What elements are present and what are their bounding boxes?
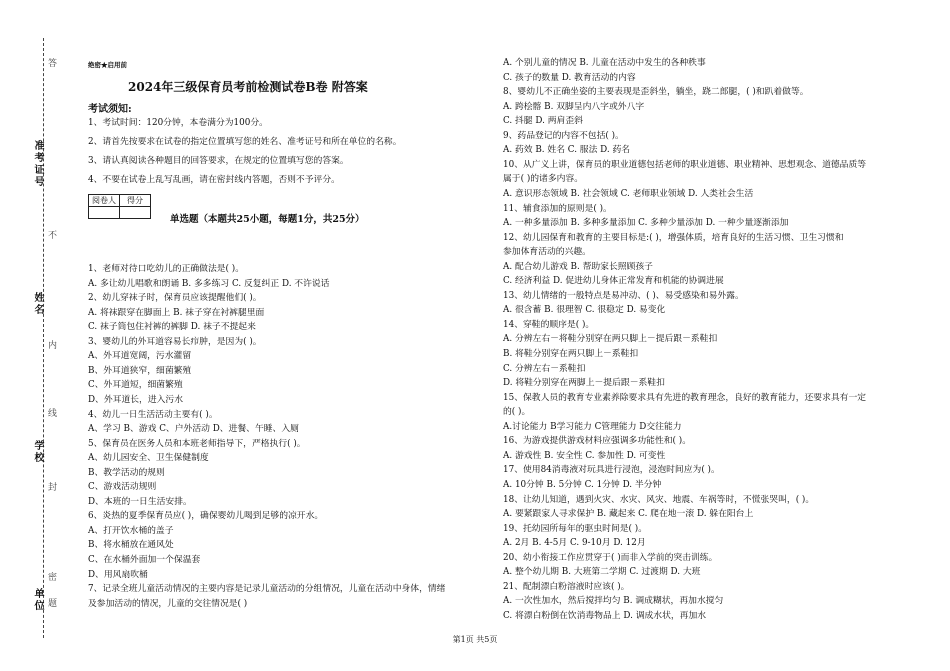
question-line: A. 一种多量添加 B. 多种多量添加 C. 多种少量添加 D. 一种少量逐渐添加: [503, 218, 789, 229]
question-line: A. 药效 B. 姓名 C. 服法 D. 药名: [503, 145, 631, 156]
exam-id-label: 准考证号: [32, 140, 43, 188]
question-line: 8、婴幼儿不正确坐姿的主要表现是歪斜坐，躺坐，跷二郎腿，( )和趴着做等。: [503, 87, 809, 98]
question-line: C. 袜子筒包住衬裤的裤脚 D. 袜子不提起来: [88, 322, 256, 333]
section-title: 单选题（本题共25小题，每题1分，共25分）: [170, 214, 365, 225]
question-line: 14、穿鞋的顺序是( )。: [503, 319, 595, 330]
notice-item: 1、考试时间：120分钟，本卷满分为100分。: [88, 118, 268, 128]
page-footer: 第1页 共5页: [452, 635, 498, 644]
question-line: 11、辅食添加的原则是( )。: [503, 203, 612, 214]
question-line: A. 要紧跟家人寻求保护 B. 藏起来 C. 爬在地一滚 D. 躲在阳台上: [503, 509, 754, 520]
score-table: [88, 194, 151, 219]
question-line: 15、保教人员的教育专业素养除要求具有先进的教育理念，良好的教育能力，还要求具有一定: [503, 392, 867, 403]
question-line: B. 将鞋分别穿在两只脚上－系鞋扣: [503, 349, 639, 359]
question-line: D. 将鞋分别穿在两脚上－提后跟－系鞋扣: [503, 378, 665, 389]
unit-label: 单位: [32, 588, 43, 612]
question-line: D、外耳道长，进入污水: [88, 394, 184, 405]
seal-mark: 封: [46, 482, 56, 491]
name-label: 姓名: [32, 292, 43, 316]
question-line: A.讨论能力 B学习能力 C管理能力 D交往能力: [503, 421, 682, 432]
question-line: A. 分辨左右－将鞋分别穿在两只脚上－提后跟－系鞋扣: [503, 334, 718, 345]
question-line: A、幼儿园安全、卫生保健制度: [88, 453, 209, 464]
question-line: 6、炎热的夏季保育员应( )，确保婴幼儿喝到足够的凉开水。: [88, 511, 324, 522]
binding-sidebar: [0, 0, 60, 671]
question-line: 2、幼儿穿袜子时，保育员应该提醒他们( )。: [88, 293, 262, 304]
notice-item: 2、请首先按要求在试卷的指定位置填写您的姓名、准考证号和所在单位的名称。: [88, 137, 402, 147]
question-line: C、外耳道短，细菌繁殖: [88, 380, 183, 391]
question-line: A. 多让幼儿唱歌和朗诵 B. 多多练习 C. 反复纠正 D. 不许说话: [88, 278, 330, 289]
question-line: A. 跨桧髂 B. 双脚呈内八字或外八字: [503, 101, 645, 112]
question-line: A. 10分钟 B. 5分钟 C. 1分钟 D. 半分钟: [503, 479, 662, 490]
grader-cell: 阅卷人: [89, 195, 120, 207]
question-line: C. 将漂白粉倒在饮消毒物品上 D. 调成水状，再加水: [503, 610, 707, 621]
question-line: 18、让幼儿知道，遇到火灾、水灾、风灾、地震、车祸等时，不慌张哭叫，( )。: [503, 494, 815, 505]
question-line: C、在水桶外面加一个保温套: [88, 555, 201, 565]
question-line: A. 整个幼儿期 B. 大班第二学期 C. 过渡期 D. 大班: [503, 567, 701, 578]
question-line: 属于( )的诸多内容。: [503, 174, 584, 185]
question-line: A. 将袜跟穿在脚面上 B. 袜子穿在衬裤腿里面: [88, 307, 265, 318]
question-line: B、将水桶放在通风处: [88, 540, 174, 551]
question-line: B、外耳道狭窄，细菌繁殖: [88, 365, 192, 376]
question-line: A. 意识形态领域 B. 社会领域 C. 老师职业领域 D. 人类社会生活: [503, 188, 754, 199]
question-line: 12、幼儿园保育和教育的主要目标是:( )，增强体质，培育良好的生活习惯、卫生习惯和: [503, 232, 844, 243]
question-line: 的( )。: [503, 407, 531, 418]
question-line: 3、婴幼儿的外耳道容易长疖肿，是因为( )。: [88, 336, 262, 347]
question-line: A. 一次性加水，然后搅拌均匀 B. 调成糊状，再加水搅匀: [503, 596, 724, 607]
question-line: A. 很含蓄 B. 很理智 C. 很稳定 D. 易变化: [503, 305, 666, 316]
school-label: 学校: [32, 440, 43, 464]
seal-mark: 题: [46, 598, 56, 607]
score-blank[interactable]: [120, 207, 151, 219]
question-line: 7、记录全班儿童活动情况的主要内容是记录儿童活动的分组情况，儿童在活动中身体，情绪: [88, 584, 446, 595]
question-line: C. 经济利益 D. 促进幼儿身体正常发育和机能的协调进展: [503, 276, 724, 287]
question-line: 参加体育活动的兴趣。: [503, 247, 591, 258]
question-line: D、本班的一日生活安排。: [88, 496, 192, 507]
score-cell: 得分: [120, 195, 151, 207]
question-line: 16、为游戏提供游戏材料应强调多功能性和( )。: [503, 436, 691, 447]
seal-mark: 线: [46, 408, 56, 417]
question-line: C、游戏活动规则: [88, 482, 157, 493]
question-line: 9、药品登记的内容不包括( )。: [503, 130, 624, 141]
question-line: 19、托幼园所每年的驱虫时间是( )。: [503, 523, 648, 534]
notice-heading: 考试须知:: [88, 104, 132, 115]
question-line: B、教学活动的规则: [88, 467, 165, 478]
question-line: 21、配制漂白粉溶液时应该( )。: [503, 581, 630, 592]
page-title: 2024年三级保育员考前检测试卷B卷 附答案: [128, 80, 368, 94]
question-line: D、用风扇吹桶: [88, 569, 148, 580]
seal-mark: 不: [46, 230, 56, 239]
seal-mark: 答: [46, 58, 56, 67]
question-line: C. 抖腿 D. 两肩歪斜: [503, 116, 583, 127]
question-line: A、外耳道宽阔，污水灌留: [88, 351, 192, 362]
secret-label: 绝密★启用前: [88, 61, 127, 69]
question-line: A、学习 B、游戏 C、户外活动 D、进餐、午睡、入厕: [88, 424, 299, 435]
notice-item: 4、不要在试卷上乱写乱画，请在密封线内答题，否则不予评分。: [88, 175, 340, 185]
question-line: 4、幼儿一日生活活动主要有( )。: [88, 409, 218, 420]
question-line: 13、幼儿情绪的一般特点是易冲动、( )、易受感染和易外露。: [503, 290, 744, 301]
seal-mark: 密: [46, 572, 56, 581]
question-line: A. 配合幼儿游戏 B. 帮助家长照顾孩子: [503, 261, 653, 272]
question-line: 10、从广义上讲，保育员的职业道德包括老师的职业道德、职业精神、思想观念、道德品质等: [503, 159, 867, 170]
question-line: C. 孩子的数量 D. 教育活动的内容: [503, 72, 636, 83]
question-line: A. 个别儿童的情况 B. 儿童在活动中发生的各种秩事: [503, 58, 706, 68]
question-line: A. 2月 B. 4-5月 C. 9-10月 D. 12月: [503, 538, 646, 549]
question-line: A. 游戏性 B. 安全性 C. 参加性 D. 可变性: [503, 450, 666, 461]
seal-mark: 内: [46, 340, 56, 349]
question-line: 5、保育员在医务人员和本班老师指导下，严格执行( )。: [88, 438, 306, 449]
question-line: 20、幼小衔接工作应贯穿于( )而非入学前的突击训练。: [503, 552, 718, 563]
binding-dashed-line: [43, 38, 44, 638]
question-line: 17、使用84消毒液对玩具进行浸泡，浸泡时间应为( )。: [503, 465, 720, 476]
question-line: 1、老师对待口吃幼儿的正确做法是( )。: [88, 264, 245, 274]
grader-blank[interactable]: [89, 207, 120, 219]
question-line: 及参加活动的情况，儿童的交往情况是( ): [88, 598, 248, 609]
notice-item: 3、请认真阅读各种题目的回答要求，在规定的位置填写您的答案。: [88, 156, 349, 166]
question-line: A、打开饮水桶的盖子: [88, 525, 174, 536]
question-line: C. 分辨左右－系鞋扣: [503, 363, 586, 374]
